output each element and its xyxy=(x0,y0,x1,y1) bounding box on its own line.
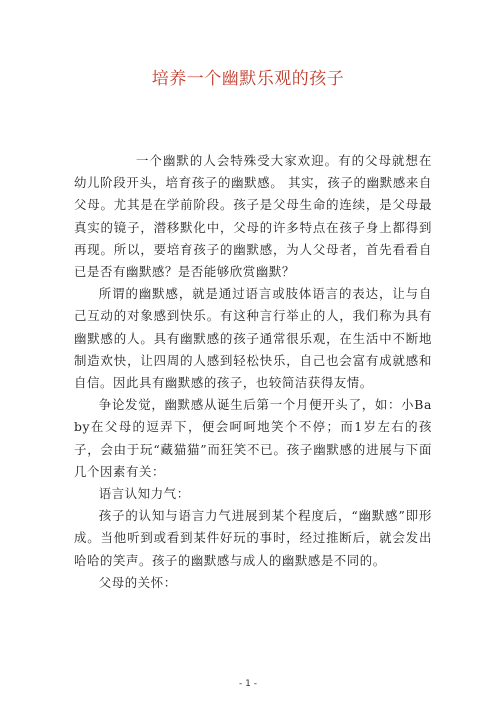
section-heading: 父母的关怀： xyxy=(98,574,177,590)
document-body xyxy=(74,150,432,594)
paragraph: 孩子的认知与语言力气进展到某个程度后，“幽默感”即形成。当他听到或看到某件好玩的事时，经过推断后，就会发出哈哈的笑声。孩子的幽默感与成人的幽默感是不同的。 xyxy=(74,508,432,568)
document-title: 培养一个幽默乐观的孩子 xyxy=(151,69,345,89)
paragraph: 所谓的幽默感，就是通过语言或肢体语言的表达，让与自己互动的对象感到快乐。有这种言行举止的人，我们称为具有幽默感的人。具有幽默感的孩子通常很乐观，在生活中不断地制造欢快，让四周的人感到轻松快乐，自己也会富有成就感和自信。因此具有幽默感的孩子，也较简洁获得友情。 xyxy=(74,286,432,391)
page-number: - 1 - xyxy=(239,679,257,689)
paragraph: 争论发觉，幽默感从诞生后第一个月便开头了，如：小Baby在父母的逗弄下，便会呵呵地笑个不停；而1岁左右的孩子，会由于玩“藏猫猫”而狂笑不已。孩子幽默感的进展与下面几个因素有关： xyxy=(74,397,432,479)
paragraph: 一个幽默的人会特殊受大家欢迎。有的父母就想在幼儿阶段开头，培育孩子的幽默感。 其实，孩子的幽默感来自父母。尤其是在学前阶段。孩子是父母生命的连续，是父母最真实的镜子，潜移默化中，父母的许多特点在孩子身上都得到再现。所以，要培育孩子的幽默感，为人父母者，首先看看自已是否有幽默感？是否能够欣赏幽默？ xyxy=(74,153,432,280)
section-heading: 语言认知力气： xyxy=(98,486,190,502)
